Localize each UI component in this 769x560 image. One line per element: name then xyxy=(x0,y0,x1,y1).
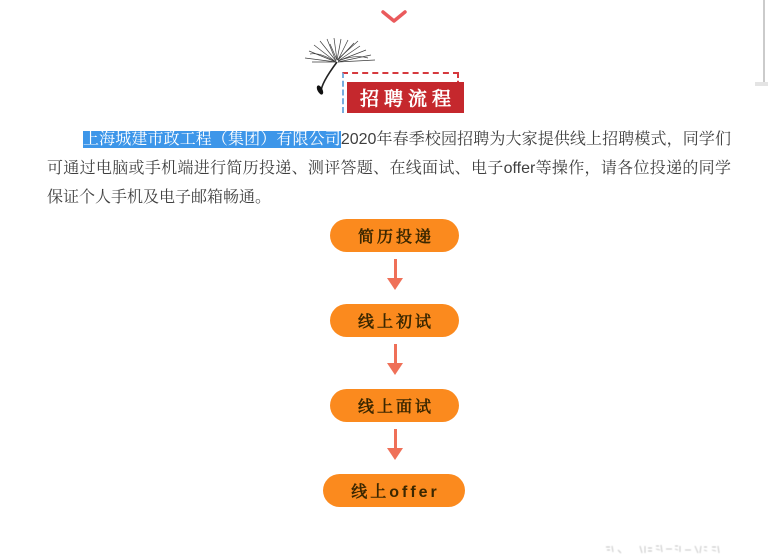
flow-arrow-down-2 xyxy=(387,344,403,375)
flow-step-label: 线上offer xyxy=(351,484,440,501)
company-name-highlight: 上海城建市政工程（集团）有限公司 xyxy=(83,131,341,148)
arrow-head xyxy=(387,363,403,375)
flow-step-label: 简历投递 xyxy=(357,229,434,246)
flow-step-offer xyxy=(323,474,465,507)
flow-arrow-down-1 xyxy=(387,259,403,290)
intro-body-text: 2020年春季校园招聘为大家提供线上招聘模式，同学们可通过电脑或手机端进行简历投递、测评答题、在线面试、电子offer等操作，请各位投递的同学保证个人手机及电子邮箱畅通。 xyxy=(47,131,731,206)
arrow-line xyxy=(394,344,397,363)
flow-step-label: 线上初试 xyxy=(357,314,434,331)
intro-paragraph xyxy=(47,125,731,212)
scrollbar[interactable] xyxy=(763,0,765,83)
arrow-line xyxy=(394,259,397,278)
arrow-head xyxy=(387,278,403,290)
flow-step-label: 线上面试 xyxy=(357,399,434,416)
flow-step-first-test xyxy=(330,304,459,337)
watermark-scribble xyxy=(600,541,735,559)
flow-step-interview xyxy=(330,389,459,422)
chevron-down-icon xyxy=(380,9,408,25)
arrow-head xyxy=(387,448,403,460)
flow-arrow-down-3 xyxy=(387,429,403,460)
arrow-line xyxy=(394,429,397,448)
flow-step-resume xyxy=(330,219,459,252)
section-title: 招聘流程 xyxy=(359,89,456,110)
scrollbar-end xyxy=(755,82,768,86)
section-title-banner xyxy=(347,82,464,113)
